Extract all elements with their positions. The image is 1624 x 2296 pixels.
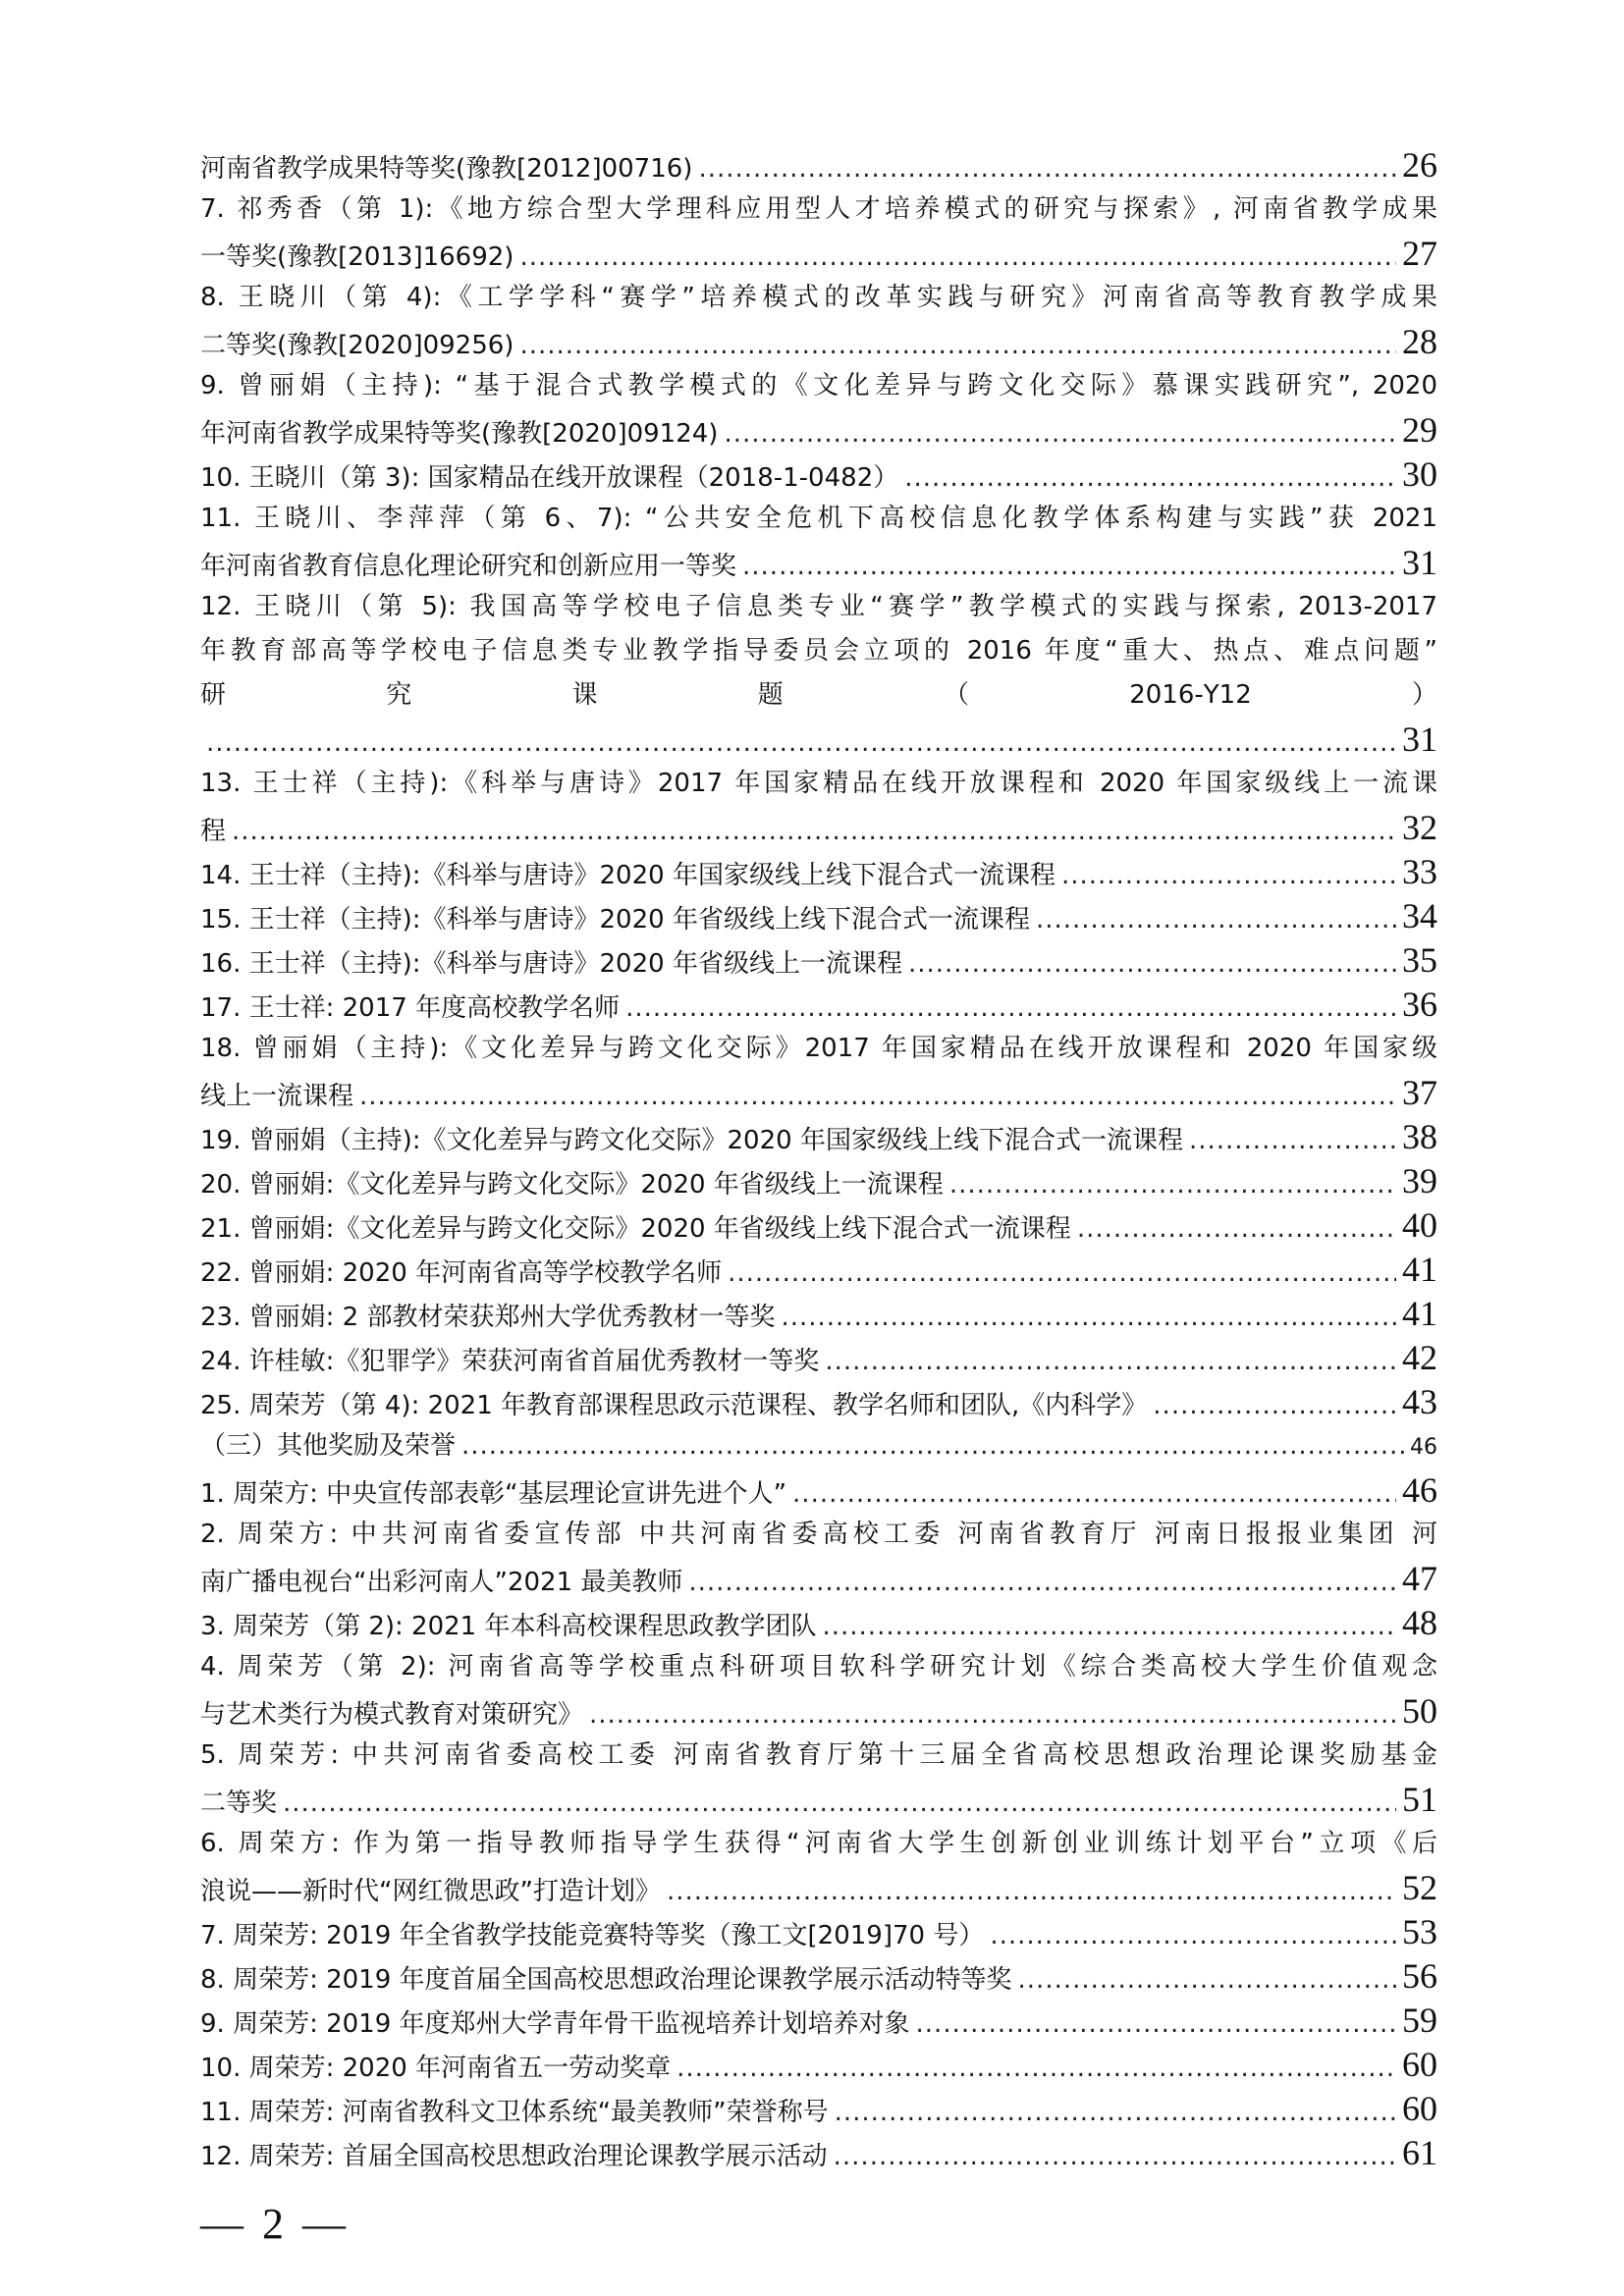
dot-leader — [677, 2047, 1396, 2091]
toc-entry[interactable] — [200, 143, 1437, 187]
toc-entry[interactable] — [200, 1248, 1437, 1292]
dot-leader — [822, 1605, 1396, 1649]
toc-entry[interactable] — [200, 276, 1437, 364]
toc-entry[interactable] — [200, 1336, 1437, 1380]
toc-entry-text: 1. 周荣方: 中央宣传部表彰“基层理论宣讲先进个人” — [200, 1479, 787, 1509]
toc-entry-text: 二等奖 — [200, 1789, 278, 1818]
dot-leader — [519, 324, 1396, 368]
toc-entry-line: 18. 曾丽娟（主持):《文化差异与跨文化交际》2017 年国家精品在线开放课程和 2020 年国家级 — [200, 1034, 1437, 1063]
toc-page-number: 56 — [1402, 1956, 1437, 1996]
dot-leader — [589, 1693, 1396, 1737]
dot-leader — [742, 545, 1396, 589]
toc-entry[interactable] — [200, 585, 1437, 762]
toc-entry[interactable] — [200, 1822, 1437, 1910]
toc-entry-last-line — [200, 718, 1437, 762]
toc-entry-last-line — [200, 320, 1437, 364]
toc-page-number: 61 — [1402, 2133, 1437, 2172]
dot-leader — [834, 2135, 1396, 2179]
dot-leader — [1189, 1119, 1396, 1163]
toc-entry-last-line — [200, 938, 1437, 983]
toc-entry[interactable] — [200, 762, 1437, 850]
toc-entry-text: 程 — [200, 817, 227, 846]
toc-entry-last-line — [200, 408, 1437, 453]
toc-entry-text: 9. 周荣芳: 2019 年度郑州大学青年骨干监视培养计划培养对象 — [200, 2009, 910, 2039]
toc-entry-text: 19. 曾丽娟（主持):《文化差异与跨文化交际》2020 年国家级线上线下混合式一流课程 — [200, 1126, 1183, 1155]
dot-leader — [825, 1340, 1396, 1384]
toc-entry[interactable] — [200, 1734, 1437, 1822]
toc-entry-last-line — [200, 1468, 1437, 1513]
toc-entry[interactable] — [200, 983, 1437, 1027]
toc-entry-text: （三）其他奖励及荣誉 — [200, 1431, 457, 1461]
toc-entry-last-line — [200, 2043, 1437, 2087]
dot-leader — [667, 1870, 1396, 1914]
toc-page-number: 41 — [1402, 1250, 1437, 1289]
toc-entry-last-line — [200, 1115, 1437, 1159]
toc-entry-text: 15. 王士祥（主持):《科举与唐诗》2020 年省级线上线下混合式一流课程 — [200, 905, 1030, 934]
dot-leader — [1153, 1384, 1396, 1428]
toc-entry-last-line — [200, 1292, 1437, 1336]
toc-page-number: 36 — [1402, 985, 1437, 1024]
dot-leader — [990, 1914, 1396, 1958]
toc-entry[interactable] — [200, 1203, 1437, 1248]
toc-entry-text: 24. 许桂敏:《犯罪学》荣获河南省首届优秀教材一等奖 — [200, 1347, 820, 1376]
dot-leader — [1018, 1958, 1396, 2002]
dot-leader — [792, 1472, 1396, 1517]
toc-entry-text: 23. 曾丽娟: 2 部教材荣获郑州大学优秀教材一等奖 — [200, 1303, 776, 1332]
toc-entry-text: 14. 王士祥（主持):《科举与唐诗》2020 年国家级线上线下混合式一流课程 — [200, 861, 1056, 890]
dot-leader — [908, 942, 1396, 987]
toc-entry[interactable] — [200, 2087, 1437, 2131]
toc-page-number: 59 — [1402, 2001, 1437, 2040]
toc-page-number: 43 — [1402, 1382, 1437, 1421]
toc-page-number: 37 — [1402, 1073, 1437, 1112]
toc-page-number: 60 — [1402, 2045, 1437, 2084]
toc-page-number: 31 — [1402, 720, 1437, 759]
toc-entry[interactable] — [200, 1115, 1437, 1159]
toc-section-heading[interactable] — [200, 1424, 1437, 1468]
toc-page-number: 42 — [1402, 1338, 1437, 1377]
dot-leader — [359, 1075, 1396, 1119]
toc-entry-last-line — [200, 894, 1437, 938]
toc-entry-text: 25. 周荣芳（第 4): 2021 年教育部课程思政示范课程、教学名师和团队,《内科学》 — [200, 1391, 1148, 1420]
toc-page-number: 33 — [1402, 852, 1437, 891]
toc-entry-text: 线上一流课程 — [200, 1082, 354, 1111]
toc-entry[interactable] — [200, 894, 1437, 938]
toc-page-number: 39 — [1402, 1161, 1437, 1201]
toc-page-number: 27 — [1402, 234, 1437, 273]
toc-entry-text: 10. 周荣芳: 2020 年河南省五一劳动奖章 — [200, 2054, 672, 2083]
toc-page-number: 38 — [1402, 1117, 1437, 1156]
dot-leader — [698, 147, 1396, 191]
toc-entry-last-line — [200, 1999, 1437, 2043]
toc-entry-text: 17. 王士祥: 2017 年度高校教学名师 — [200, 993, 621, 1023]
toc-entry-text: 22. 曾丽娟: 2020 年河南省高等学校教学名师 — [200, 1258, 723, 1288]
toc-entry-text: 年河南省教育信息化理论研究和创新应用一等奖 — [200, 552, 737, 581]
toc-entry-last-line — [200, 983, 1437, 1027]
toc-entry-text: 10. 王晓川（第 3): 国家精品在线开放课程（2018-1-0482） — [200, 463, 899, 493]
toc-page-number: 48 — [1402, 1603, 1437, 1642]
dot-leader — [232, 810, 1396, 854]
dot-leader — [835, 2091, 1396, 2135]
toc-entry[interactable] — [200, 1027, 1437, 1115]
toc-entry-line: 4. 周荣芳（第 2): 河南省高等学校重点科研项目软科学研究计划《综合类高校大学生价值观念 — [200, 1652, 1437, 1682]
toc-entry-text: 3. 周荣芳（第 2): 2021 年本科高校课程思政教学团队 — [200, 1612, 817, 1641]
toc-entry-last-line — [200, 232, 1437, 276]
toc-entry[interactable] — [200, 453, 1437, 497]
dot-leader — [1061, 854, 1396, 898]
toc-entry-line: 11. 王晓川、李萍萍（第 6、7): “公共安全危机下高校信息化教学体系构建与实践”获 2021 — [200, 504, 1437, 533]
toc-entry-last-line — [200, 1159, 1437, 1203]
dot-leader — [283, 1782, 1396, 1826]
toc-entry[interactable] — [200, 1292, 1437, 1336]
toc-entry-text: 20. 曾丽娟:《文化差异与跨文化交际》2020 年省级线上一流课程 — [200, 1170, 944, 1200]
toc-entry[interactable] — [200, 364, 1437, 453]
toc-entry-last-line — [200, 1601, 1437, 1645]
toc-page-number: 40 — [1402, 1205, 1437, 1245]
toc-entry-text: 南广播电视台“出彩河南人”2021 最美教师 — [200, 1568, 683, 1597]
dot-leader — [206, 721, 1396, 766]
dot-leader — [1077, 1207, 1396, 1252]
toc-entry-text: 一等奖(豫教[2013]16692) — [200, 242, 514, 272]
toc-entry-last-line — [200, 1866, 1437, 1910]
toc-entry[interactable] — [200, 1954, 1437, 1999]
toc-page-number: 46 — [1410, 1435, 1437, 1460]
toc-entry-text: 河南省教学成果特等奖(豫教[2012]00716) — [200, 154, 693, 184]
toc-entry-text: 7. 周荣芳: 2019 年全省教学技能竞赛特等奖（豫工文[2019]70 号） — [200, 1921, 985, 1950]
toc-entry-line: 8. 王晓川（第 4):《工学学科“赛学”培养模式的改革实践与研究》河南省高等教育教学成果 — [200, 283, 1437, 312]
toc-entry-last-line — [200, 1380, 1437, 1424]
dot-leader — [916, 2002, 1396, 2047]
toc-entry-last-line — [200, 1557, 1437, 1601]
dot-leader — [1036, 898, 1396, 942]
toc-page-number: 26 — [1402, 145, 1437, 185]
toc-entry-line: 13. 王士祥（主持):《科举与唐诗》2017 年国家精品在线开放课程和 2020 年国家级线上一流课 — [200, 769, 1437, 798]
toc-entry-line: 研究课题（2016-Y12） — [200, 680, 1437, 710]
dot-leader — [724, 412, 1396, 456]
toc-entry[interactable] — [200, 1910, 1437, 1954]
toc-entry-last-line — [200, 1778, 1437, 1822]
toc-entry-line: 5. 周荣芳: 中共河南省委高校工委 河南省教育厅第十三届全省高校思想政治理论课奖励基金 — [200, 1740, 1437, 1770]
toc-entry-text: 二等奖(豫教[2020]09256) — [200, 331, 514, 360]
toc-page-number: 31 — [1402, 543, 1437, 582]
toc-page-number: 47 — [1402, 1559, 1437, 1598]
toc-entry-line: 9. 曾丽娟（主持): “基于混合式教学模式的《文化差异与跨文化交际》慕课实践研究”, 2020 — [200, 371, 1437, 400]
toc-page-number: 60 — [1402, 2089, 1437, 2128]
toc-entry-text: 8. 周荣芳: 2019 年度首届全国高校思想政治理论课教学展示活动特等奖 — [200, 1965, 1012, 1995]
toc-entry[interactable] — [200, 1645, 1437, 1734]
dot-leader — [688, 1561, 1396, 1605]
toc-page-number: 28 — [1402, 322, 1437, 361]
toc-entry-last-line — [200, 143, 1437, 187]
toc-entry-last-line — [200, 541, 1437, 585]
toc-entry[interactable] — [200, 187, 1437, 276]
toc-entry-last-line — [200, 2087, 1437, 2131]
toc-entry-text: 与艺术类行为模式教育对策研究》 — [200, 1700, 584, 1730]
toc-page-number: 53 — [1402, 1912, 1437, 1951]
toc-entry-text: 年河南省教学成果特等奖(豫教[2020]09124) — [200, 419, 719, 449]
toc-entry-text: 21. 曾丽娟:《文化差异与跨文化交际》2020 年省级线上线下混合式一流课程 — [200, 1214, 1071, 1244]
toc-page-number: 50 — [1402, 1691, 1437, 1731]
toc-entry[interactable] — [200, 938, 1437, 983]
toc-page-number: 52 — [1402, 1868, 1437, 1907]
toc-entry-last-line — [200, 1910, 1437, 1954]
table-of-contents — [200, 143, 1437, 2175]
toc-entry-last-line — [200, 453, 1437, 497]
toc-entry[interactable] — [200, 1380, 1437, 1424]
toc-entry[interactable] — [200, 1159, 1437, 1203]
dot-leader — [904, 456, 1396, 501]
dot-leader — [949, 1163, 1396, 1207]
toc-entry[interactable] — [200, 1513, 1437, 1601]
dot-leader — [728, 1252, 1396, 1296]
toc-entry-last-line — [200, 1336, 1437, 1380]
toc-entry-text: 11. 周荣芳: 河南省教科文卫体系统“最美教师”荣誉称号 — [200, 2098, 829, 2127]
toc-entry-last-line — [200, 850, 1437, 894]
toc-entry-last-line — [200, 1203, 1437, 1248]
toc-entry[interactable] — [200, 850, 1437, 894]
toc-entry[interactable] — [200, 1999, 1437, 2043]
toc-entry[interactable] — [200, 497, 1437, 585]
toc-entry-last-line — [200, 1424, 1437, 1468]
toc-entry-line: 7. 祁秀香（第 1):《地方综合型大学理科应用型人才培养模式的研究与探索》, 河南省教学成果 — [200, 194, 1437, 224]
toc-entry-line: 12. 王晓川（第 5): 我国高等学校电子信息类专业“赛学”教学模式的实践与探索, 2013-2017 — [200, 592, 1437, 621]
toc-entry-last-line — [200, 806, 1437, 850]
page-footer-number: — 2 — — [200, 2200, 350, 2248]
toc-page-number: 34 — [1402, 896, 1437, 935]
toc-entry-last-line — [200, 1689, 1437, 1734]
toc-entry-line: 年教育部高等学校电子信息类专业教学指导委员会立项的 2016 年度“重大、热点、难点问题” — [200, 636, 1437, 666]
toc-page-number: 29 — [1402, 410, 1437, 450]
dot-leader — [519, 236, 1396, 280]
toc-page-number: 46 — [1402, 1470, 1437, 1510]
toc-page-number: 51 — [1402, 1780, 1437, 1819]
toc-entry-last-line — [200, 2131, 1437, 2175]
toc-page-number: 35 — [1402, 940, 1437, 980]
dot-leader — [625, 987, 1396, 1031]
toc-entry-line: 2. 周荣方: 中共河南省委宣传部 中共河南省委高校工委 河南省教育厅 河南日报报业集团 河 — [200, 1520, 1437, 1549]
toc-entry-line: 6. 周荣方: 作为第一指导教师指导学生获得“河南省大学生创新创业训练计划平台”立项《后 — [200, 1829, 1437, 1858]
dot-leader — [461, 1424, 1404, 1468]
dot-leader — [781, 1296, 1396, 1340]
toc-entry[interactable] — [200, 2043, 1437, 2087]
toc-entry[interactable] — [200, 1468, 1437, 1513]
toc-page-number: 32 — [1402, 808, 1437, 847]
toc-entry-last-line — [200, 1071, 1437, 1115]
toc-entry-text: 16. 王士祥（主持):《科举与唐诗》2020 年省级线上一流课程 — [200, 949, 902, 979]
toc-entry-last-line — [200, 1248, 1437, 1292]
toc-entry-last-line — [200, 1954, 1437, 1999]
toc-page-number: 30 — [1402, 454, 1437, 494]
toc-page-number: 41 — [1402, 1294, 1437, 1333]
toc-entry[interactable] — [200, 2131, 1437, 2175]
toc-entry-text: 12. 周荣芳: 首届全国高校思想政治理论课教学展示活动 — [200, 2142, 828, 2171]
toc-entry[interactable] — [200, 1601, 1437, 1645]
toc-entry-text: 浪说——新时代“网红微思政”打造计划》 — [200, 1877, 661, 1906]
